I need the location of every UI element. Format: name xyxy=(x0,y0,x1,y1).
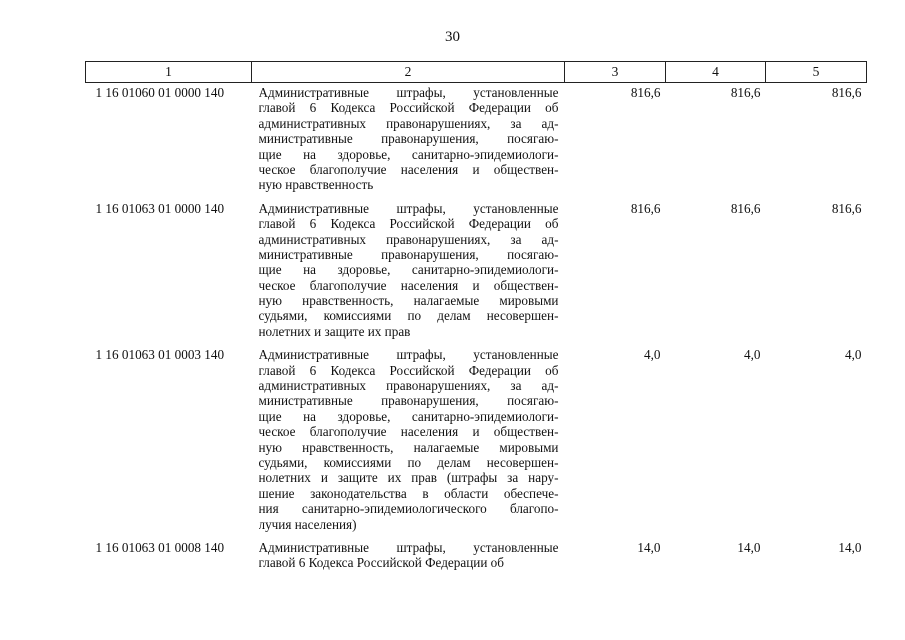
table-row xyxy=(86,83,867,199)
table-body xyxy=(86,83,867,571)
amount-column-3: 4,0 xyxy=(644,347,661,363)
column-header-5: 5 xyxy=(766,62,867,83)
description-line: ную нравственность, налагаемые мировыми xyxy=(258,439,559,455)
description-line: судьями, комиссиями по делам несовершен- xyxy=(258,308,559,324)
amount-column-3: 14,0 xyxy=(637,539,661,555)
amount-column-5: 816,6 xyxy=(831,200,862,216)
budget-table xyxy=(85,61,867,571)
description-line: шение законодательства в области обеспече- xyxy=(258,485,559,501)
amount-column-4: 816,6 xyxy=(730,85,761,100)
description-line: Административные штрафы, установленные xyxy=(258,200,559,216)
description-line: щие на здоровье, санитарно-эпидемиологи- xyxy=(258,262,559,278)
description-line: судьями, комиссиями по делам несовершен- xyxy=(258,454,559,470)
description-line: Административные штрафы, установленные xyxy=(258,347,559,363)
amount-column-5: 816,6 xyxy=(831,85,862,100)
description-line: главой 6 Кодекса Российской Федерации об xyxy=(258,216,559,232)
description-line: ную нравственность xyxy=(258,177,374,193)
table-row xyxy=(86,199,867,346)
table-row xyxy=(86,345,867,538)
description-line: министративные правонарушения, посягаю- xyxy=(258,393,559,409)
description-line: нолетних и защите их прав (штрафы за нару- xyxy=(258,470,559,486)
revenue-code: 1 16 01063 01 0003 140 xyxy=(95,347,225,363)
revenue-description xyxy=(252,538,565,571)
amount-column-3: 816,6 xyxy=(630,200,661,216)
revenue-description xyxy=(252,199,565,346)
revenue-code: 1 16 01060 01 0000 140 xyxy=(95,85,225,100)
revenue-description xyxy=(252,83,565,199)
description-line: административных правонарушениях, за ад- xyxy=(258,115,559,131)
column-header-2: 2 xyxy=(252,62,565,83)
revenue-code: 1 16 01063 01 0008 140 xyxy=(95,539,225,555)
revenue-code: 1 16 01063 01 0000 140 xyxy=(95,200,225,216)
column-header-4: 4 xyxy=(666,62,766,83)
amount-column-5: 14,0 xyxy=(838,539,862,555)
page-number: 30 xyxy=(445,29,460,45)
description-line: административных правонарушениях, за ад- xyxy=(258,378,559,394)
revenue-description xyxy=(252,345,565,538)
column-header-3: 3 xyxy=(565,62,666,83)
description-line: ния санитарно-эпидемиологического благопо- xyxy=(258,501,559,517)
table-header xyxy=(86,62,867,83)
description-line: ческое благополучие населения и обществен- xyxy=(258,424,559,440)
description-line: министративные правонарушения, посягаю- xyxy=(258,131,559,147)
description-line: ческое благополучие населения и обществен- xyxy=(258,277,559,293)
description-line: административных правонарушениях, за ад- xyxy=(258,231,559,247)
description-line: лучия населения) xyxy=(258,516,357,532)
description-line: главой 6 Кодекса Российской Федерации об xyxy=(258,362,559,378)
description-line: щие на здоровье, санитарно-эпидемиологи- xyxy=(258,408,559,424)
description-line: министративные правонарушения, посягаю- xyxy=(258,246,559,262)
description-line: Административные штрафы, установленные xyxy=(258,539,559,555)
amount-column-4: 4,0 xyxy=(744,347,761,363)
table-row xyxy=(86,538,867,571)
description-line: нолетних и защите их прав xyxy=(258,323,411,339)
description-line: ную нравственность, налагаемые мировыми xyxy=(258,293,559,309)
table-header-row xyxy=(86,62,867,83)
description-line: Административные штрафы, установленные xyxy=(258,85,559,100)
amount-column-4: 14,0 xyxy=(737,539,761,555)
amount-column-5: 4,0 xyxy=(845,347,862,363)
description-line: ческое благополучие населения и обществен- xyxy=(258,161,559,177)
description-line: главой 6 Кодекса Российской Федерации об xyxy=(258,100,559,116)
amount-column-3: 816,6 xyxy=(630,85,661,100)
amount-column-4: 816,6 xyxy=(730,200,761,216)
description-line: щие на здоровье, санитарно-эпидемиологи- xyxy=(258,146,559,162)
column-header-1: 1 xyxy=(86,62,252,83)
description-line: главой 6 Кодекса Российской Федерации об xyxy=(258,555,504,571)
